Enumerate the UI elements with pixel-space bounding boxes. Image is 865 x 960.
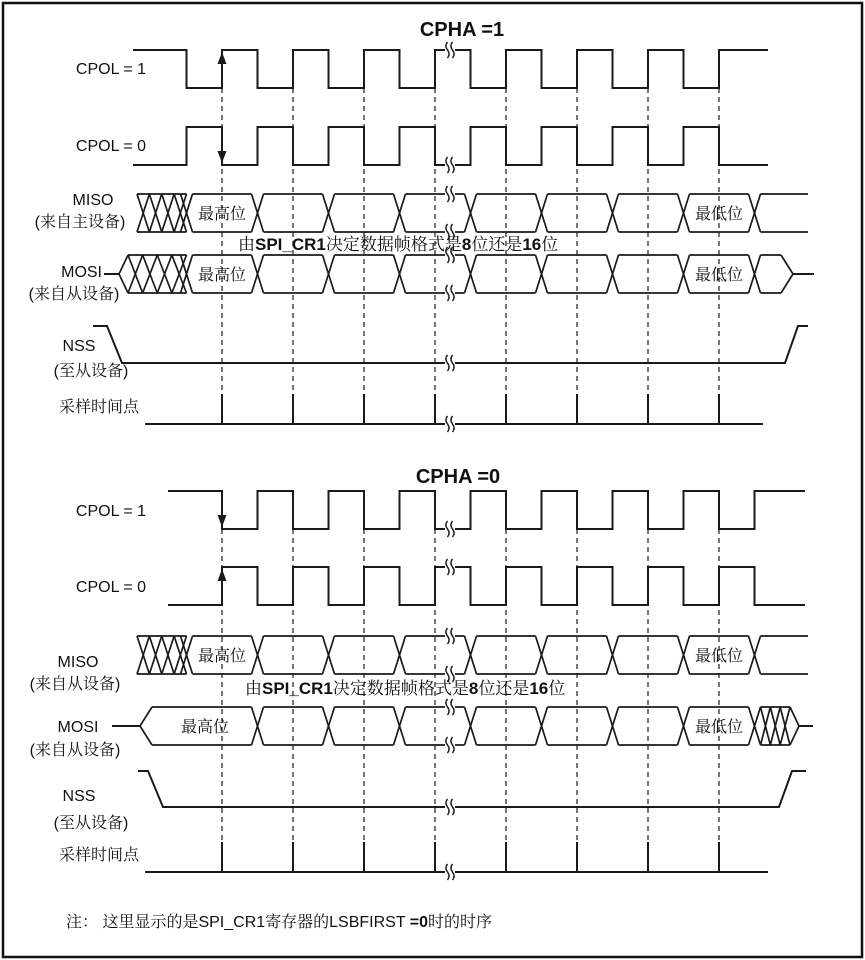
- frame-format-note: [238, 235, 558, 254]
- mosi-lsb-cell-label: 最低位: [694, 719, 744, 736]
- footnote-segment: 时的时序: [428, 914, 493, 931]
- miso-label: MISO: [72, 192, 114, 209]
- miso-device-sublabel: (来自从设备): [29, 676, 121, 693]
- miso-label: MISO: [57, 654, 99, 671]
- mosi-device-sublabel: (来自从设备): [29, 742, 121, 759]
- mosi-label: MOSI: [57, 719, 99, 736]
- mosi-device-sublabel: (来自从设备): [28, 286, 120, 303]
- miso-lsb-cell-label: 最低位: [694, 206, 744, 223]
- note-segment: 16: [529, 679, 549, 698]
- cpol0-label: CPOL = 0: [75, 579, 146, 596]
- nss-label: NSS: [62, 338, 96, 355]
- miso-msb-cell-label: 最高位: [197, 648, 247, 665]
- nss-device-sublabel: (至从设备): [53, 363, 129, 380]
- diagram-title: CPHA =1: [419, 19, 505, 41]
- note-segment: 决定数据帧格式是: [332, 679, 469, 698]
- note-segment: 位: [548, 679, 566, 698]
- frame-format-note: [245, 679, 565, 698]
- diagram-title: CPHA =0: [415, 466, 501, 488]
- cpol1-label: CPOL = 1: [75, 61, 146, 78]
- note-segment: 位还是: [478, 679, 530, 698]
- footnote-segment: =0: [409, 914, 429, 931]
- cpol1-label: CPOL = 1: [75, 503, 146, 520]
- note-segment: 由: [245, 679, 262, 698]
- sampling-label: 采样时间点: [58, 847, 140, 864]
- mosi-lsb-cell-label: 最低位: [694, 267, 744, 284]
- note-segment: 由: [238, 235, 255, 254]
- nss-device-sublabel: (至从设备): [53, 815, 129, 832]
- note-segment: 8: [461, 235, 472, 254]
- note-segment: 决定数据帧格式是: [325, 235, 462, 254]
- note-segment: 位: [541, 235, 559, 254]
- mosi-label: MOSI: [61, 264, 102, 281]
- note-segment: SPI_CR1: [255, 235, 326, 254]
- mosi-msb-cell-label: 最高位: [197, 267, 247, 284]
- note-segment: 位还是: [471, 235, 523, 254]
- note-segment: SPI_CR1: [262, 679, 333, 698]
- miso-lsb-cell-label: 最低位: [694, 648, 744, 665]
- footnote-segment: 注： 这里显示的是SPI_CR1寄存器的LSBFIRST: [66, 914, 410, 931]
- miso-device-sublabel: (来自主设备): [34, 214, 126, 231]
- note-segment: 16: [522, 235, 542, 254]
- sampling-label: 采样时间点: [58, 399, 140, 416]
- nss-label: NSS: [62, 788, 96, 805]
- cpol0-label: CPOL = 0: [75, 138, 146, 155]
- miso-msb-cell-label: 最高位: [197, 206, 247, 223]
- note-segment: 8: [468, 679, 479, 698]
- figure-footnote: [66, 912, 492, 931]
- mosi-msb-cell-label: 最高位: [180, 719, 230, 736]
